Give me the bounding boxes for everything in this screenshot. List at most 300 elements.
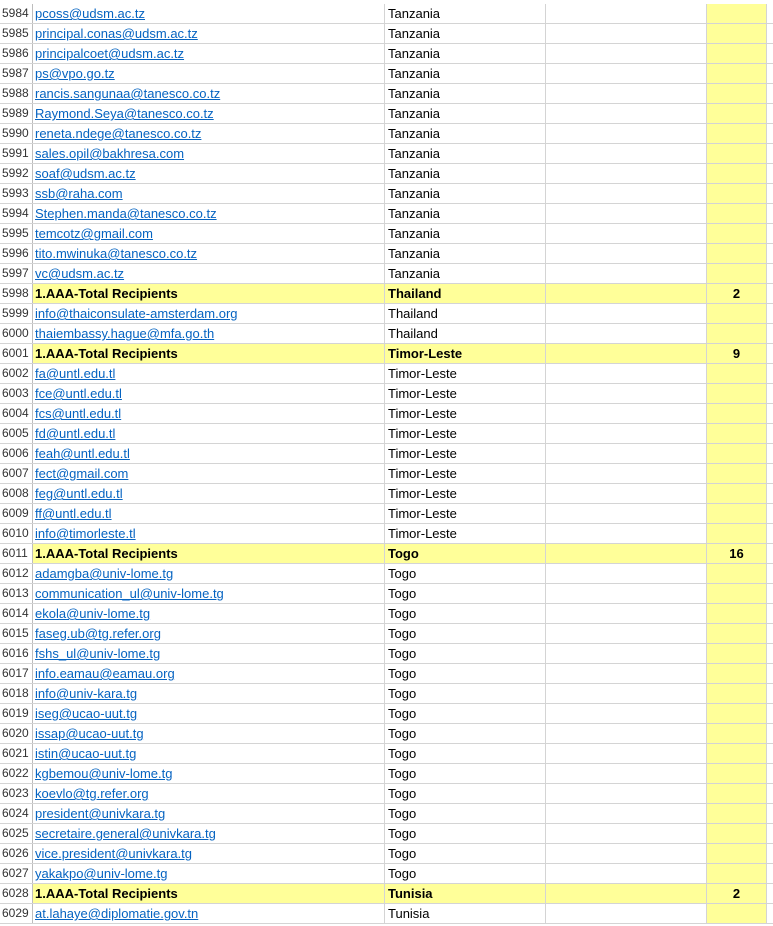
country-cell[interactable]: Togo — [385, 724, 546, 743]
count-cell[interactable] — [707, 84, 767, 103]
count-cell[interactable] — [707, 4, 767, 23]
row-number[interactable]: 5986 — [0, 44, 33, 63]
email-cell[interactable] — [33, 824, 385, 843]
email-cell[interactable] — [33, 104, 385, 123]
country-cell[interactable]: Timor-Leste — [385, 424, 546, 443]
row-number[interactable]: 5990 — [0, 124, 33, 143]
email-cell[interactable] — [33, 544, 385, 563]
row-number[interactable]: 6007 — [0, 464, 33, 483]
count-cell[interactable] — [707, 304, 767, 323]
empty-cell[interactable] — [767, 104, 773, 123]
email-cell[interactable] — [33, 484, 385, 503]
email-cell[interactable] — [33, 904, 385, 923]
email-cell[interactable] — [33, 384, 385, 403]
empty-cell[interactable] — [767, 504, 773, 523]
country-cell[interactable]: Tanzania — [385, 64, 546, 83]
country-cell[interactable]: Togo — [385, 684, 546, 703]
row-number[interactable]: 6001 — [0, 344, 33, 363]
empty-cell[interactable] — [767, 824, 773, 843]
empty-cell[interactable] — [767, 524, 773, 543]
empty-cell[interactable] — [767, 184, 773, 203]
email-cell[interactable] — [33, 24, 385, 43]
row-number[interactable]: 5989 — [0, 104, 33, 123]
email-cell[interactable] — [33, 764, 385, 783]
email-cell[interactable] — [33, 664, 385, 683]
email-link[interactable]: secretaire.general@univkara.tg — [35, 826, 216, 841]
row-number[interactable]: 6024 — [0, 804, 33, 823]
count-cell[interactable] — [707, 724, 767, 743]
country-cell[interactable]: Togo — [385, 744, 546, 763]
count-cell[interactable] — [707, 424, 767, 443]
email-link[interactable]: Stephen.manda@tanesco.co.tz — [35, 206, 217, 221]
count-cell[interactable] — [707, 324, 767, 343]
empty-cell[interactable] — [546, 824, 707, 843]
country-cell[interactable]: Tanzania — [385, 184, 546, 203]
row-number[interactable]: 6019 — [0, 704, 33, 723]
count-cell[interactable]: 2 — [707, 284, 767, 303]
email-cell[interactable] — [33, 44, 385, 63]
email-cell[interactable] — [33, 604, 385, 623]
empty-cell[interactable] — [546, 364, 707, 383]
empty-cell[interactable] — [767, 404, 773, 423]
empty-cell[interactable] — [767, 644, 773, 663]
empty-cell[interactable] — [767, 204, 773, 223]
country-cell[interactable]: Togo — [385, 664, 546, 683]
count-cell[interactable] — [707, 464, 767, 483]
empty-cell[interactable] — [767, 564, 773, 583]
email-link[interactable]: info@thaiconsulate-amsterdam.org — [35, 306, 238, 321]
empty-cell[interactable] — [767, 364, 773, 383]
country-cell[interactable]: Tanzania — [385, 124, 546, 143]
email-link[interactable]: reneta.ndege@tanesco.co.tz — [35, 126, 202, 141]
empty-cell[interactable] — [546, 864, 707, 883]
email-cell[interactable] — [33, 464, 385, 483]
row-number[interactable]: 6008 — [0, 484, 33, 503]
count-cell[interactable]: 2 — [707, 884, 767, 903]
empty-cell[interactable] — [767, 224, 773, 243]
count-cell[interactable] — [707, 624, 767, 643]
row-number[interactable]: 6000 — [0, 324, 33, 343]
empty-cell[interactable] — [767, 724, 773, 743]
email-link[interactable]: soaf@udsm.ac.tz — [35, 166, 136, 181]
country-cell[interactable]: Togo — [385, 544, 546, 563]
country-cell[interactable]: Togo — [385, 584, 546, 603]
email-link[interactable]: rancis.sangunaa@tanesco.co.tz — [35, 86, 221, 101]
count-cell[interactable] — [707, 124, 767, 143]
count-cell[interactable] — [707, 604, 767, 623]
email-link[interactable]: vice.president@univkara.tg — [35, 846, 192, 861]
email-link[interactable]: feah@untl.edu.tl — [35, 446, 130, 461]
row-number[interactable]: 6026 — [0, 844, 33, 863]
count-cell[interactable] — [707, 844, 767, 863]
row-number[interactable]: 6009 — [0, 504, 33, 523]
email-cell[interactable] — [33, 844, 385, 863]
country-cell[interactable]: Tanzania — [385, 84, 546, 103]
empty-cell[interactable] — [767, 124, 773, 143]
country-cell[interactable]: Timor-Leste — [385, 524, 546, 543]
empty-cell[interactable] — [546, 544, 707, 563]
email-link[interactable]: ssb@raha.com — [35, 186, 123, 201]
email-cell[interactable] — [33, 244, 385, 263]
count-cell[interactable] — [707, 824, 767, 843]
country-cell[interactable]: Timor-Leste — [385, 464, 546, 483]
empty-cell[interactable] — [546, 184, 707, 203]
row-number[interactable]: 5999 — [0, 304, 33, 323]
email-link[interactable]: adamgba@univ-lome.tg — [35, 566, 174, 581]
country-cell[interactable]: Tanzania — [385, 264, 546, 283]
country-cell[interactable]: Tanzania — [385, 204, 546, 223]
count-cell[interactable] — [707, 204, 767, 223]
country-cell[interactable]: Timor-Leste — [385, 504, 546, 523]
empty-cell[interactable] — [767, 704, 773, 723]
email-link[interactable]: fd@untl.edu.tl — [35, 426, 116, 441]
country-cell[interactable]: Tanzania — [385, 244, 546, 263]
count-cell[interactable] — [707, 384, 767, 403]
empty-cell[interactable] — [546, 164, 707, 183]
count-cell[interactable] — [707, 64, 767, 83]
empty-cell[interactable] — [546, 144, 707, 163]
empty-cell[interactable] — [767, 64, 773, 83]
empty-cell[interactable] — [546, 64, 707, 83]
empty-cell[interactable] — [546, 104, 707, 123]
empty-cell[interactable] — [767, 4, 773, 23]
count-cell[interactable] — [707, 764, 767, 783]
count-cell[interactable] — [707, 364, 767, 383]
empty-cell[interactable] — [546, 84, 707, 103]
country-cell[interactable]: Togo — [385, 804, 546, 823]
row-number[interactable]: 5991 — [0, 144, 33, 163]
spreadsheet-grid[interactable] — [0, 4, 773, 924]
row-number[interactable]: 6018 — [0, 684, 33, 703]
email-link[interactable]: tito.mwinuka@tanesco.co.tz — [35, 246, 198, 261]
empty-cell[interactable] — [767, 604, 773, 623]
empty-cell[interactable] — [767, 804, 773, 823]
empty-cell[interactable] — [546, 44, 707, 63]
row-number[interactable]: 5998 — [0, 284, 33, 303]
email-link[interactable]: info.eamau@eamau.org — [35, 666, 175, 681]
count-cell[interactable] — [707, 564, 767, 583]
empty-cell[interactable] — [546, 744, 707, 763]
country-cell[interactable]: Timor-Leste — [385, 364, 546, 383]
count-cell[interactable] — [707, 784, 767, 803]
email-cell[interactable] — [33, 324, 385, 343]
empty-cell[interactable] — [546, 904, 707, 923]
email-link[interactable]: fcs@untl.edu.tl — [35, 406, 122, 421]
email-link[interactable]: fshs_ul@univ-lome.tg — [35, 646, 161, 661]
row-number[interactable]: 6025 — [0, 824, 33, 843]
empty-cell[interactable] — [546, 244, 707, 263]
row-number[interactable]: 6004 — [0, 404, 33, 423]
country-cell[interactable]: Thailand — [385, 324, 546, 343]
empty-cell[interactable] — [767, 384, 773, 403]
email-link[interactable]: thaiembassy.hague@mfa.go.th — [35, 326, 215, 341]
email-cell[interactable] — [33, 864, 385, 883]
count-cell[interactable] — [707, 404, 767, 423]
row-number[interactable]: 6013 — [0, 584, 33, 603]
email-link[interactable]: president@univkara.tg — [35, 806, 166, 821]
email-cell[interactable] — [33, 84, 385, 103]
count-cell[interactable] — [707, 244, 767, 263]
empty-cell[interactable] — [546, 204, 707, 223]
country-cell[interactable]: Thailand — [385, 284, 546, 303]
row-number[interactable]: 5987 — [0, 64, 33, 83]
count-cell[interactable] — [707, 184, 767, 203]
empty-cell[interactable] — [546, 324, 707, 343]
empty-cell[interactable] — [767, 784, 773, 803]
row-number[interactable]: 5995 — [0, 224, 33, 243]
empty-cell[interactable] — [546, 804, 707, 823]
email-cell[interactable] — [33, 284, 385, 303]
country-cell[interactable]: Tunisia — [385, 904, 546, 923]
email-link[interactable]: issap@ucao-uut.tg — [35, 726, 144, 741]
email-cell[interactable] — [33, 704, 385, 723]
email-link[interactable]: at.lahaye@diplomatie.gov.tn — [35, 906, 199, 921]
empty-cell[interactable] — [546, 504, 707, 523]
row-number[interactable]: 6002 — [0, 364, 33, 383]
email-cell[interactable] — [33, 344, 385, 363]
count-cell[interactable] — [707, 444, 767, 463]
empty-cell[interactable] — [546, 664, 707, 683]
email-cell[interactable] — [33, 64, 385, 83]
row-number[interactable]: 6003 — [0, 384, 33, 403]
email-link[interactable]: temcotz@gmail.com — [35, 226, 153, 241]
empty-cell[interactable] — [767, 324, 773, 343]
empty-cell[interactable] — [546, 304, 707, 323]
email-cell[interactable] — [33, 584, 385, 603]
row-number[interactable]: 6022 — [0, 764, 33, 783]
email-link[interactable]: Raymond.Seya@tanesco.co.tz — [35, 106, 214, 121]
country-cell[interactable]: Tanzania — [385, 144, 546, 163]
empty-cell[interactable] — [767, 304, 773, 323]
empty-cell[interactable] — [546, 264, 707, 283]
email-link[interactable]: istin@ucao-uut.tg — [35, 746, 137, 761]
email-link[interactable]: fect@gmail.com — [35, 466, 129, 481]
email-link[interactable]: koevlo@tg.refer.org — [35, 786, 149, 801]
email-cell[interactable] — [33, 424, 385, 443]
country-cell[interactable]: Togo — [385, 764, 546, 783]
country-cell[interactable]: Togo — [385, 784, 546, 803]
email-link[interactable]: fa@untl.edu.tl — [35, 366, 116, 381]
row-number[interactable]: 5996 — [0, 244, 33, 263]
count-cell[interactable]: 9 — [707, 344, 767, 363]
email-link[interactable]: principalcoet@udsm.ac.tz — [35, 46, 185, 61]
count-cell[interactable] — [707, 504, 767, 523]
email-link[interactable]: faseg.ub@tg.refer.org — [35, 626, 161, 641]
empty-cell[interactable] — [767, 284, 773, 303]
row-number[interactable]: 6017 — [0, 664, 33, 683]
country-cell[interactable]: Togo — [385, 644, 546, 663]
row-number[interactable]: 5985 — [0, 24, 33, 43]
country-cell[interactable]: Togo — [385, 564, 546, 583]
email-cell[interactable] — [33, 4, 385, 23]
count-cell[interactable] — [707, 44, 767, 63]
row-number[interactable]: 5992 — [0, 164, 33, 183]
empty-cell[interactable] — [546, 564, 707, 583]
country-cell[interactable]: Timor-Leste — [385, 344, 546, 363]
empty-cell[interactable] — [546, 444, 707, 463]
empty-cell[interactable] — [767, 144, 773, 163]
empty-cell[interactable] — [767, 624, 773, 643]
email-link[interactable]: feg@untl.edu.tl — [35, 486, 123, 501]
country-cell[interactable]: Tanzania — [385, 44, 546, 63]
empty-cell[interactable] — [546, 684, 707, 703]
empty-cell[interactable] — [546, 784, 707, 803]
empty-cell[interactable] — [767, 84, 773, 103]
empty-cell[interactable] — [767, 904, 773, 923]
email-cell[interactable] — [33, 564, 385, 583]
row-number[interactable]: 6020 — [0, 724, 33, 743]
count-cell[interactable] — [707, 264, 767, 283]
email-link[interactable]: pcoss@udsm.ac.tz — [35, 6, 146, 21]
empty-cell[interactable] — [546, 844, 707, 863]
country-cell[interactable]: Timor-Leste — [385, 444, 546, 463]
empty-cell[interactable] — [767, 664, 773, 683]
empty-cell[interactable] — [767, 24, 773, 43]
empty-cell[interactable] — [546, 24, 707, 43]
empty-cell[interactable] — [767, 264, 773, 283]
count-cell[interactable] — [707, 904, 767, 923]
empty-cell[interactable] — [546, 124, 707, 143]
row-number[interactable]: 6023 — [0, 784, 33, 803]
email-link[interactable]: vc@udsm.ac.tz — [35, 266, 125, 281]
empty-cell[interactable] — [767, 884, 773, 903]
email-cell[interactable] — [33, 264, 385, 283]
row-number[interactable]: 6006 — [0, 444, 33, 463]
email-link[interactable]: ff@untl.edu.tl — [35, 506, 112, 521]
empty-cell[interactable] — [546, 384, 707, 403]
country-cell[interactable]: Timor-Leste — [385, 484, 546, 503]
count-cell[interactable] — [707, 664, 767, 683]
country-cell[interactable]: Togo — [385, 604, 546, 623]
empty-cell[interactable] — [546, 464, 707, 483]
email-cell[interactable] — [33, 364, 385, 383]
empty-cell[interactable] — [546, 764, 707, 783]
email-cell[interactable] — [33, 524, 385, 543]
count-cell[interactable] — [707, 224, 767, 243]
empty-cell[interactable] — [767, 864, 773, 883]
email-cell[interactable] — [33, 124, 385, 143]
count-cell[interactable] — [707, 804, 767, 823]
row-number[interactable]: 6005 — [0, 424, 33, 443]
email-cell[interactable] — [33, 184, 385, 203]
email-cell[interactable] — [33, 404, 385, 423]
empty-cell[interactable] — [546, 424, 707, 443]
empty-cell[interactable] — [767, 464, 773, 483]
email-cell[interactable] — [33, 444, 385, 463]
count-cell[interactable] — [707, 524, 767, 543]
country-cell[interactable]: Tanzania — [385, 224, 546, 243]
country-cell[interactable]: Tunisia — [385, 884, 546, 903]
empty-cell[interactable] — [767, 164, 773, 183]
count-cell[interactable] — [707, 744, 767, 763]
email-cell[interactable] — [33, 784, 385, 803]
country-cell[interactable]: Timor-Leste — [385, 384, 546, 403]
row-number[interactable]: 6027 — [0, 864, 33, 883]
empty-cell[interactable] — [767, 424, 773, 443]
empty-cell[interactable] — [546, 704, 707, 723]
empty-cell[interactable] — [546, 584, 707, 603]
empty-cell[interactable] — [767, 584, 773, 603]
email-cell[interactable] — [33, 504, 385, 523]
count-cell[interactable] — [707, 24, 767, 43]
empty-cell[interactable] — [767, 444, 773, 463]
email-cell[interactable] — [33, 624, 385, 643]
row-number[interactable]: 6011 — [0, 544, 33, 563]
email-link[interactable]: yakakpo@univ-lome.tg — [35, 866, 168, 881]
email-cell[interactable] — [33, 724, 385, 743]
row-number[interactable]: 6029 — [0, 904, 33, 923]
email-cell[interactable] — [33, 204, 385, 223]
row-number[interactable]: 6015 — [0, 624, 33, 643]
row-number[interactable]: 5994 — [0, 204, 33, 223]
email-cell[interactable] — [33, 744, 385, 763]
count-cell[interactable] — [707, 584, 767, 603]
country-cell[interactable]: Tanzania — [385, 24, 546, 43]
empty-cell[interactable] — [546, 284, 707, 303]
email-cell[interactable] — [33, 884, 385, 903]
count-cell[interactable] — [707, 864, 767, 883]
row-number[interactable]: 6012 — [0, 564, 33, 583]
country-cell[interactable]: Togo — [385, 704, 546, 723]
empty-cell[interactable] — [546, 4, 707, 23]
email-cell[interactable] — [33, 304, 385, 323]
count-cell[interactable]: 16 — [707, 544, 767, 563]
count-cell[interactable] — [707, 704, 767, 723]
country-cell[interactable]: Togo — [385, 844, 546, 863]
empty-cell[interactable] — [546, 344, 707, 363]
email-link[interactable]: principal.conas@udsm.ac.tz — [35, 26, 198, 41]
row-number[interactable]: 5993 — [0, 184, 33, 203]
count-cell[interactable] — [707, 644, 767, 663]
empty-cell[interactable] — [546, 404, 707, 423]
count-cell[interactable] — [707, 104, 767, 123]
email-link[interactable]: kgbemou@univ-lome.tg — [35, 766, 173, 781]
email-cell[interactable] — [33, 804, 385, 823]
empty-cell[interactable] — [767, 844, 773, 863]
email-link[interactable]: sales.opil@bakhresa.com — [35, 146, 185, 161]
country-cell[interactable]: Togo — [385, 864, 546, 883]
country-cell[interactable]: Togo — [385, 824, 546, 843]
row-number[interactable]: 6016 — [0, 644, 33, 663]
email-link[interactable]: ps@vpo.go.tz — [35, 66, 115, 81]
row-number[interactable]: 5988 — [0, 84, 33, 103]
email-cell[interactable] — [33, 164, 385, 183]
empty-cell[interactable] — [767, 44, 773, 63]
country-cell[interactable]: Tanzania — [385, 4, 546, 23]
email-link[interactable]: iseg@ucao-uut.tg — [35, 706, 138, 721]
empty-cell[interactable] — [546, 724, 707, 743]
row-number[interactable]: 6021 — [0, 744, 33, 763]
email-link[interactable]: fce@untl.edu.tl — [35, 386, 122, 401]
email-link[interactable]: info@timorleste.tl — [35, 526, 136, 541]
empty-cell[interactable] — [546, 644, 707, 663]
empty-cell[interactable] — [767, 484, 773, 503]
row-number[interactable]: 6028 — [0, 884, 33, 903]
empty-cell[interactable] — [546, 484, 707, 503]
empty-cell[interactable] — [767, 344, 773, 363]
email-cell[interactable] — [33, 224, 385, 243]
email-cell[interactable] — [33, 144, 385, 163]
empty-cell[interactable] — [546, 524, 707, 543]
row-number[interactable]: 6010 — [0, 524, 33, 543]
empty-cell[interactable] — [767, 764, 773, 783]
empty-cell[interactable] — [767, 544, 773, 563]
count-cell[interactable] — [707, 684, 767, 703]
country-cell[interactable]: Thailand — [385, 304, 546, 323]
country-cell[interactable]: Tanzania — [385, 164, 546, 183]
empty-cell[interactable] — [767, 684, 773, 703]
empty-cell[interactable] — [767, 744, 773, 763]
